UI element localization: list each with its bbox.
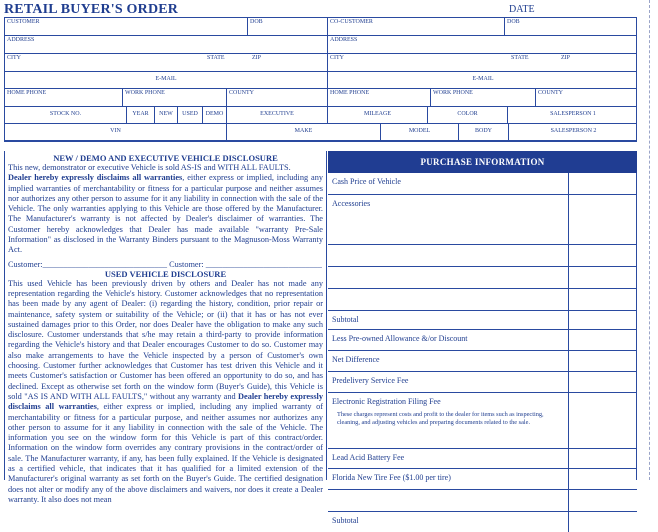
form-title: RETAIL BUYER'S ORDER xyxy=(4,2,179,17)
work-phone-field[interactable]: WORK PHONE xyxy=(122,89,226,106)
pi-amount[interactable] xyxy=(568,393,637,448)
used-title: USED VEHICLE DISCLOSURE xyxy=(104,268,227,279)
executive-checkbox[interactable]: EXECUTIVE xyxy=(226,107,327,123)
pi-label: Net Difference xyxy=(332,355,380,364)
vin-field[interactable]: VIN xyxy=(110,128,121,134)
pi-amount[interactable] xyxy=(568,469,637,489)
new-demo-disclaimer-bold: Dealer hereby expressly disclaims all warranties xyxy=(8,173,183,183)
customer-vehicle-grid xyxy=(4,17,637,142)
form-header xyxy=(4,2,640,18)
pi-amount[interactable] xyxy=(568,267,637,288)
pi-amount[interactable] xyxy=(568,311,637,329)
pi-amount[interactable] xyxy=(568,289,637,310)
co-dob-field[interactable]: DOB xyxy=(504,18,638,35)
city-field[interactable]: CITY xyxy=(7,55,21,61)
cut-line xyxy=(649,0,650,480)
pi-label: Lead Acid Battery Fee xyxy=(332,453,405,462)
pi-amount[interactable] xyxy=(568,512,637,532)
pi-row-subtotal-2[interactable] xyxy=(328,512,637,532)
stock-row xyxy=(5,107,636,124)
pi-row-net-difference[interactable] xyxy=(328,351,637,372)
state-field[interactable]: STATE xyxy=(207,55,225,61)
new-demo-text xyxy=(5,163,326,256)
co-work-phone-field[interactable]: WORK PHONE xyxy=(430,89,535,106)
pi-row-blank[interactable] xyxy=(328,490,637,512)
new-demo-signature-line[interactable]: Customer:______________________________ Customer: ____________________________ xyxy=(8,259,322,269)
new-demo-title: NEW / DEMO AND EXECUTIVE VEHICLE DISCLOSURE xyxy=(53,153,278,163)
stock-no-field[interactable]: STOCK NO. xyxy=(49,111,82,117)
city-row xyxy=(5,54,636,72)
co-email-field[interactable]: E-MAIL xyxy=(327,72,638,88)
mileage-field[interactable]: MILEAGE xyxy=(327,107,427,123)
demo-checkbox[interactable]: DEMO xyxy=(202,107,226,123)
pi-row-accessories[interactable] xyxy=(328,195,637,245)
address-field[interactable]: ADDRESS xyxy=(7,37,35,43)
color-field[interactable]: COLOR xyxy=(427,107,507,123)
used-p1: This used Vehicle has been previously driven by others and Dealer has not made any representation regarding the Vehicle's history. Customer acknowledges that no representation has been made by any agent of Dealer: (i) regarding the history, condition, prior repair or maintenance, safety system or suitability of the Vehicle; or (ii) that it has or has not ever sustained damages prior to this Order, nor does Dealer have the obligation to make any such disclosure. Customer understands that s/he may retain a third-party to provide information regarding the Vehicle's history and that Dealer encourages Customer to do so. Customer may also make arrangements to have the Vehicle inspected by a person of Customer's own choosing. Customer further acknowledges that Customer has test driven this Vehicle and it meets Customer's satisfaction or Customer has been offered an opportunity to do so, and has declined. Except as otherwise set forth on the window form (Buyer's Guide), this Vehicle is sold "AS IS AND WITH ALL FAULTS," without any warranty and xyxy=(8,278,323,401)
pi-row-subtotal[interactable] xyxy=(328,311,637,330)
model-field[interactable]: MODEL xyxy=(380,124,458,140)
co-address-field[interactable]: ADDRESS xyxy=(327,36,638,53)
phone-row xyxy=(5,89,636,107)
dob-field[interactable]: DOB xyxy=(247,18,327,35)
home-phone-field[interactable]: HOME PHONE xyxy=(7,90,47,96)
make-field[interactable]: MAKE xyxy=(226,124,380,140)
date-label: DATE xyxy=(509,4,535,15)
customer-field[interactable]: CUSTOMER xyxy=(7,19,40,25)
pi-amount[interactable] xyxy=(568,195,637,244)
used-text xyxy=(5,279,326,506)
pi-amount[interactable] xyxy=(568,449,637,468)
pi-amount[interactable] xyxy=(568,330,637,350)
pi-row-blank[interactable] xyxy=(328,289,637,311)
pi-row-tire[interactable] xyxy=(328,469,637,490)
salesperson1-field[interactable]: SALESPERSON 1 xyxy=(507,107,638,123)
pi-label: Subtotal xyxy=(332,315,359,324)
co-city-field[interactable]: CITY xyxy=(327,54,509,71)
new-demo-p1: This new, demonstrator or executive Vehicle is sold AS-IS and WITH ALL FAULTS. xyxy=(8,163,291,172)
pi-amount[interactable] xyxy=(568,490,637,511)
pi-row-registration[interactable] xyxy=(328,393,637,449)
pi-label: Subtotal xyxy=(332,516,359,525)
customer-row xyxy=(5,18,636,36)
co-state-field[interactable]: STATE xyxy=(511,55,529,61)
pi-amount[interactable] xyxy=(568,245,637,266)
co-zip-field[interactable]: ZIP xyxy=(561,55,570,61)
body-field[interactable]: BODY xyxy=(458,124,508,140)
pi-row-allowance[interactable] xyxy=(328,330,637,351)
new-checkbox[interactable]: NEW xyxy=(154,107,177,123)
pi-label: Accessories xyxy=(332,199,371,208)
county-field[interactable]: COUNTY xyxy=(226,89,327,106)
pi-amount[interactable] xyxy=(568,372,637,392)
co-county-field[interactable]: COUNTY xyxy=(535,89,638,106)
vin-row xyxy=(5,124,636,141)
pi-label: Predelivery Service Fee xyxy=(332,376,409,385)
pi-label: Florida New Tire Fee ($1.00 per tire) xyxy=(332,473,451,482)
lower-section xyxy=(4,151,637,525)
pi-row-predelivery[interactable] xyxy=(328,372,637,393)
co-home-phone-field[interactable]: HOME PHONE xyxy=(327,89,430,106)
zip-field[interactable]: ZIP xyxy=(252,55,261,61)
pi-amount[interactable] xyxy=(568,173,637,194)
pi-label: Cash Price of Vehicle xyxy=(332,177,401,186)
address-row xyxy=(5,36,636,54)
pi-amount[interactable] xyxy=(568,351,637,371)
pi-label: Electronic Registration Filing Fee xyxy=(332,397,441,406)
used-checkbox[interactable]: USED xyxy=(177,107,202,123)
pi-row-blank[interactable] xyxy=(328,267,637,289)
used-p1-end: , either express or implied, including any implied warranty of merchantability or fitness for a particular purpose, and neither assumes nor authorizes any other person to assume for it any liability in connection with the sale of the Vehicle. The information you see on the window form for this Vehicle is part of this contract/order. Information on the window form overrides any contrary provisions in the contract/order of sale. The Manufacturer warranty, if any, has been fully explained. If the Vehicle is designated as a certified vehicle, that indicates that it has qualified for a limited extension of the Manufacturer's original warranty as set forth on the Buyer's Guide. The certified designation does not alter or modify any of the above disclaimers and waivers, nor does it create a Dealer warranty. It also does not mean xyxy=(8,402,323,504)
co-customer-field[interactable]: CO-CUSTOMER xyxy=(327,18,504,35)
pi-row-blank[interactable] xyxy=(328,245,637,267)
year-field[interactable]: YEAR xyxy=(126,107,154,123)
pi-label: Less Pre-owned Allowance &/or Discount xyxy=(332,334,468,343)
email-row xyxy=(5,72,636,89)
pi-fee-note: These charges represent costs and profit to the dealer for items such as inspecting, cleaning, and adjusting vehicles and preparing documents related to the sale. xyxy=(337,411,544,426)
pi-row-cash-price[interactable] xyxy=(328,173,637,195)
purchase-info-title: PURCHASE INFORMATION xyxy=(328,151,637,173)
new-demo-p2: , either express or implied, including any implied warranties of merchantability or fitness for a particular purpose and neither assumes nor authorizes any other person to assume for it any liability in connection with the sale of the Vehicle. The only warranties applying to this Vehicle are those offered by the Manufacturer. The Manufacturer's warranty is not affected by Dealer's disclaimer of warranties. The Customer hereby acknowledges that Dealer has made available "warranty Pre-Sale Information" as disclosed in the Warranty Binders pursuant to the Magnuson-Moss Warranty Act. xyxy=(8,173,323,255)
email-field[interactable]: E-MAIL xyxy=(155,76,177,82)
salesperson2-field[interactable]: SALESPERSON 2 xyxy=(508,124,638,140)
used-disclaimer-bold: Dealer hereby expressly disclaims all warranties xyxy=(8,391,323,412)
purchase-information-panel xyxy=(328,151,637,525)
pi-row-battery[interactable] xyxy=(328,449,637,469)
disclosures-column xyxy=(5,151,327,504)
